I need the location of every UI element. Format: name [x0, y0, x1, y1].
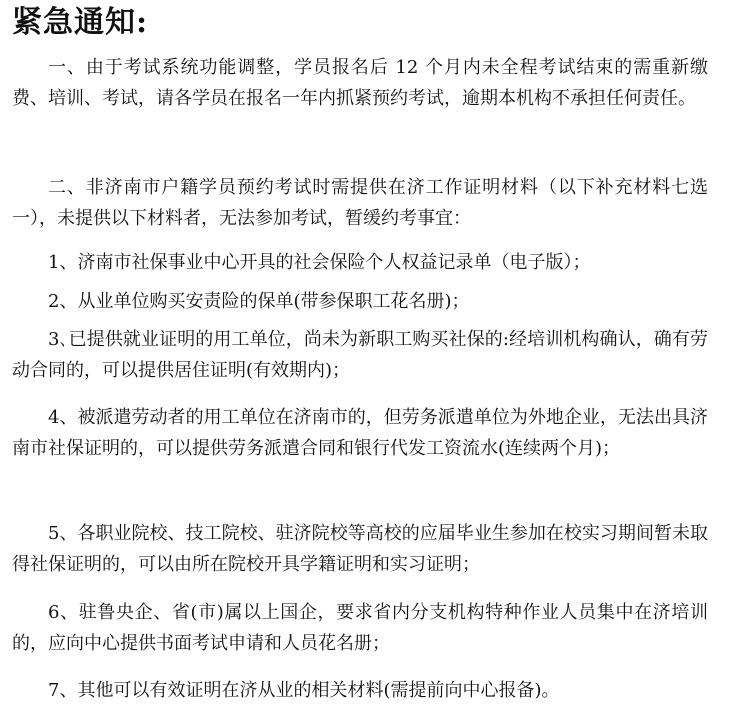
list-item: 3､已提供就业证明的用工单位，尚未为新职工购买社保的:经培训机构确认，确有劳动合同的，可以提供居住证明(有效期内)； — [12, 329, 708, 381]
paragraph-non-resident-requirements: 二、非济南市户籍学员预约考试时需提供在济工作证明材料（以下补充材料七选一），未提供以下材料者，无法参加考试，暂缓约考事宜： — [12, 177, 708, 229]
list-item: 4、被派遣劳动者的用工单位在济南市的，但劳务派遣单位为外地企业，无法出具济南市社保证明的，可以提供劳务派遣合同和银行代发工资流水(连续两个月)； — [12, 407, 708, 459]
paragraph-exam-deadline: 一、由于考试系统功能调整，学员报名后 12 个月内未全程考试结束的需重新缴费、培训、考试，请各学员在报名一年内抓紧预约考试，逾期本机构不承担任何责任。 — [12, 57, 708, 109]
list-item: 6、驻鲁央企、省(市)属以上国企，要求省内分支机构特种作业人员集中在济培训的，应向中心提供书面考试申请和人员花名册； — [12, 602, 708, 654]
list-item: 7、其他可以有效证明在济从业的相关材料(需提前向中心报备)。 — [48, 680, 560, 701]
list-item: 2、从业单位购买安责险的保单(带参保职工花名册)； — [48, 291, 470, 312]
notice-title: 紧急通知: — [12, 5, 149, 40]
list-item: 5、各职业院校、技工院校、驻济院校等高校的应届毕业生参加在校实习期间暂未取得社保证明的，可以由所在院校开具学籍证明和实习证明； — [12, 523, 708, 575]
list-item: 1、济南市社保事业中心开具的社会保险个人权益记录单（电子版）； — [48, 252, 591, 273]
